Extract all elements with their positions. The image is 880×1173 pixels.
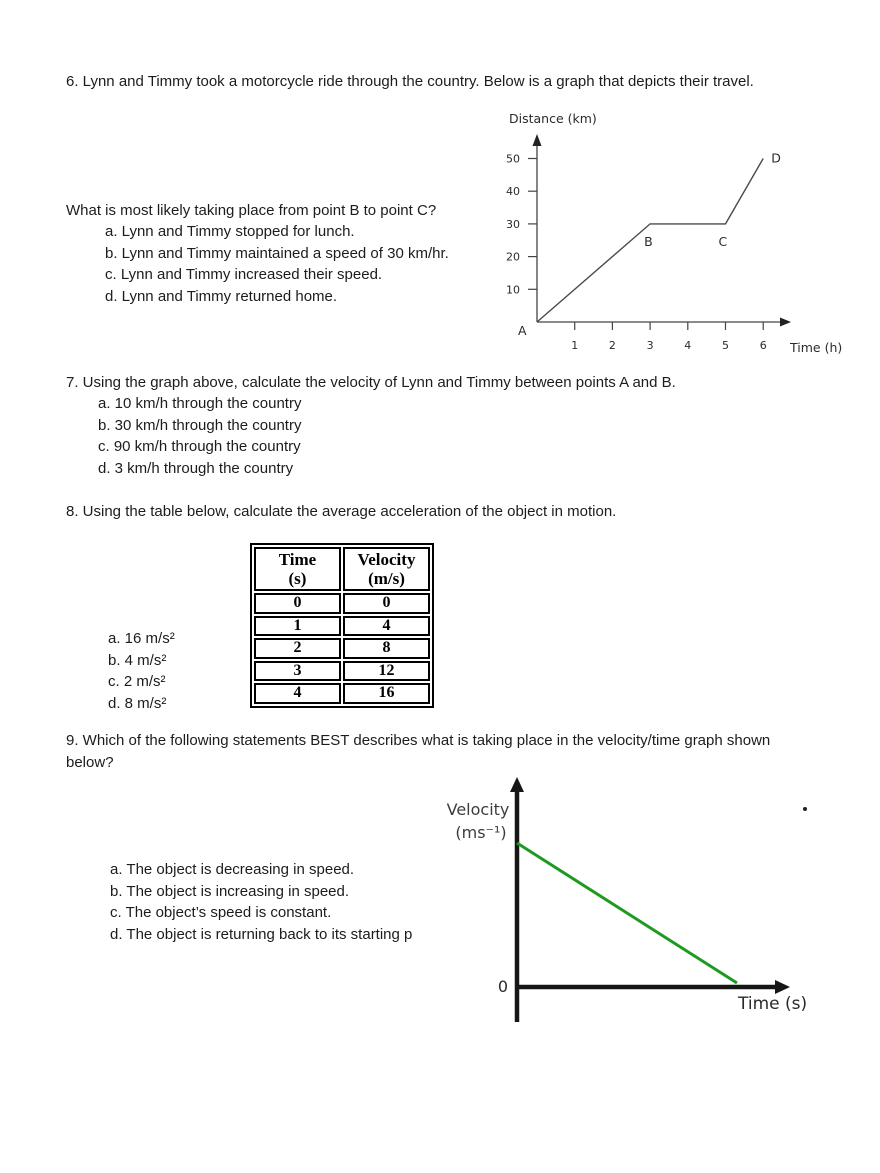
x-axis-arrow-icon	[775, 980, 790, 994]
y-tick-label: 50	[506, 152, 520, 166]
y-axis-title-line1: Velocity	[446, 800, 510, 819]
y-axis-title-line2: (ms⁻¹)	[455, 823, 507, 842]
x-tick-label: 1	[571, 339, 579, 352]
option: d. Lynn and Timmy returned home.	[105, 288, 338, 306]
question-7-prompt: 7. Using the graph above, calculate the velocity of Lynn and Timmy between points A and B.	[66, 374, 676, 391]
point-label-d: D	[771, 150, 781, 166]
option: b. Lynn and Timmy maintained a speed of 30 km/hr.	[105, 244, 449, 262]
question-9-prompt: 9. Which of the following statements BEST describes what is taking place in the velocity/time graph shown below?	[66, 732, 771, 771]
option: a. 10 km/h through the country	[98, 395, 302, 412]
option: d. The object is returning back to its starting p	[110, 926, 413, 944]
table-header-velocity: Velocity (m/s)	[343, 547, 430, 591]
x-axis-arrow-icon	[780, 318, 791, 327]
option: c. 90 km/h through the country	[98, 438, 301, 456]
y-tick-label: 10	[506, 283, 520, 297]
x-tick-label: 6	[759, 339, 767, 352]
option: c. The object’s speed is constant.	[110, 904, 332, 922]
distance-time-graph	[440, 105, 880, 365]
table-header-time: Time (s)	[254, 547, 341, 591]
x-axis-title: Time (h)	[790, 340, 843, 355]
option: d. 8 m/s²	[108, 695, 167, 713]
option: a. 16 m/s²	[108, 630, 175, 647]
time-velocity-table	[250, 543, 434, 708]
stray-dot	[803, 807, 807, 811]
option: a. The object is decreasing in speed.	[110, 861, 355, 878]
table-row: 1 4	[254, 616, 430, 637]
x-axis-title: Time (s)	[738, 994, 808, 1014]
question-8-prompt: 8. Using the table below, calculate the average acceleration of the object in motion.	[66, 503, 617, 520]
option: c. 2 m/s²	[108, 673, 166, 691]
question-6-prompt: What is most likely taking place from point B to point C?	[66, 202, 437, 219]
velocity-line	[517, 843, 737, 983]
table-row: 0 0	[254, 593, 430, 614]
x-tick-label: 4	[684, 339, 692, 352]
origin-label: 0	[497, 977, 508, 996]
x-tick-label: 5	[722, 339, 729, 352]
y-axis-arrow-icon	[533, 134, 542, 146]
y-tick-label: 30	[506, 217, 520, 231]
option: a. Lynn and Timmy stopped for lunch.	[105, 223, 355, 240]
point-label-b: B	[644, 233, 653, 249]
question-6-intro: 6. Lynn and Timmy took a motorcycle ride through the country. Below is a graph that depicts their travel.	[66, 73, 754, 90]
question-6-options	[105, 221, 449, 308]
question-8-options	[108, 628, 175, 715]
point-label-c: C	[718, 233, 728, 249]
option: d. 3 km/h through the country	[98, 460, 294, 478]
option: b. The object is increasing in speed.	[110, 882, 350, 900]
table-row: 2 8	[254, 638, 430, 659]
option: c. Lynn and Timmy increased their speed.	[105, 266, 383, 284]
option: b. 4 m/s²	[108, 651, 167, 669]
x-tick-label: 3	[646, 339, 654, 352]
table-row: 3 12	[254, 661, 430, 682]
question-7-options	[98, 393, 301, 480]
option: b. 30 km/h through the country	[98, 416, 302, 434]
x-tick-label: 2	[608, 339, 616, 352]
table-header-row	[254, 547, 430, 591]
table-row: 4 16	[254, 683, 430, 704]
velocity-time-graph	[430, 775, 880, 1035]
point-label-a: A	[518, 323, 527, 338]
y-axis-arrow-icon	[510, 777, 524, 792]
y-axis-title: Distance (km)	[509, 111, 597, 126]
y-tick-label: 20	[506, 250, 520, 264]
question-9-options	[110, 859, 412, 946]
y-tick-label: 40	[506, 185, 520, 199]
